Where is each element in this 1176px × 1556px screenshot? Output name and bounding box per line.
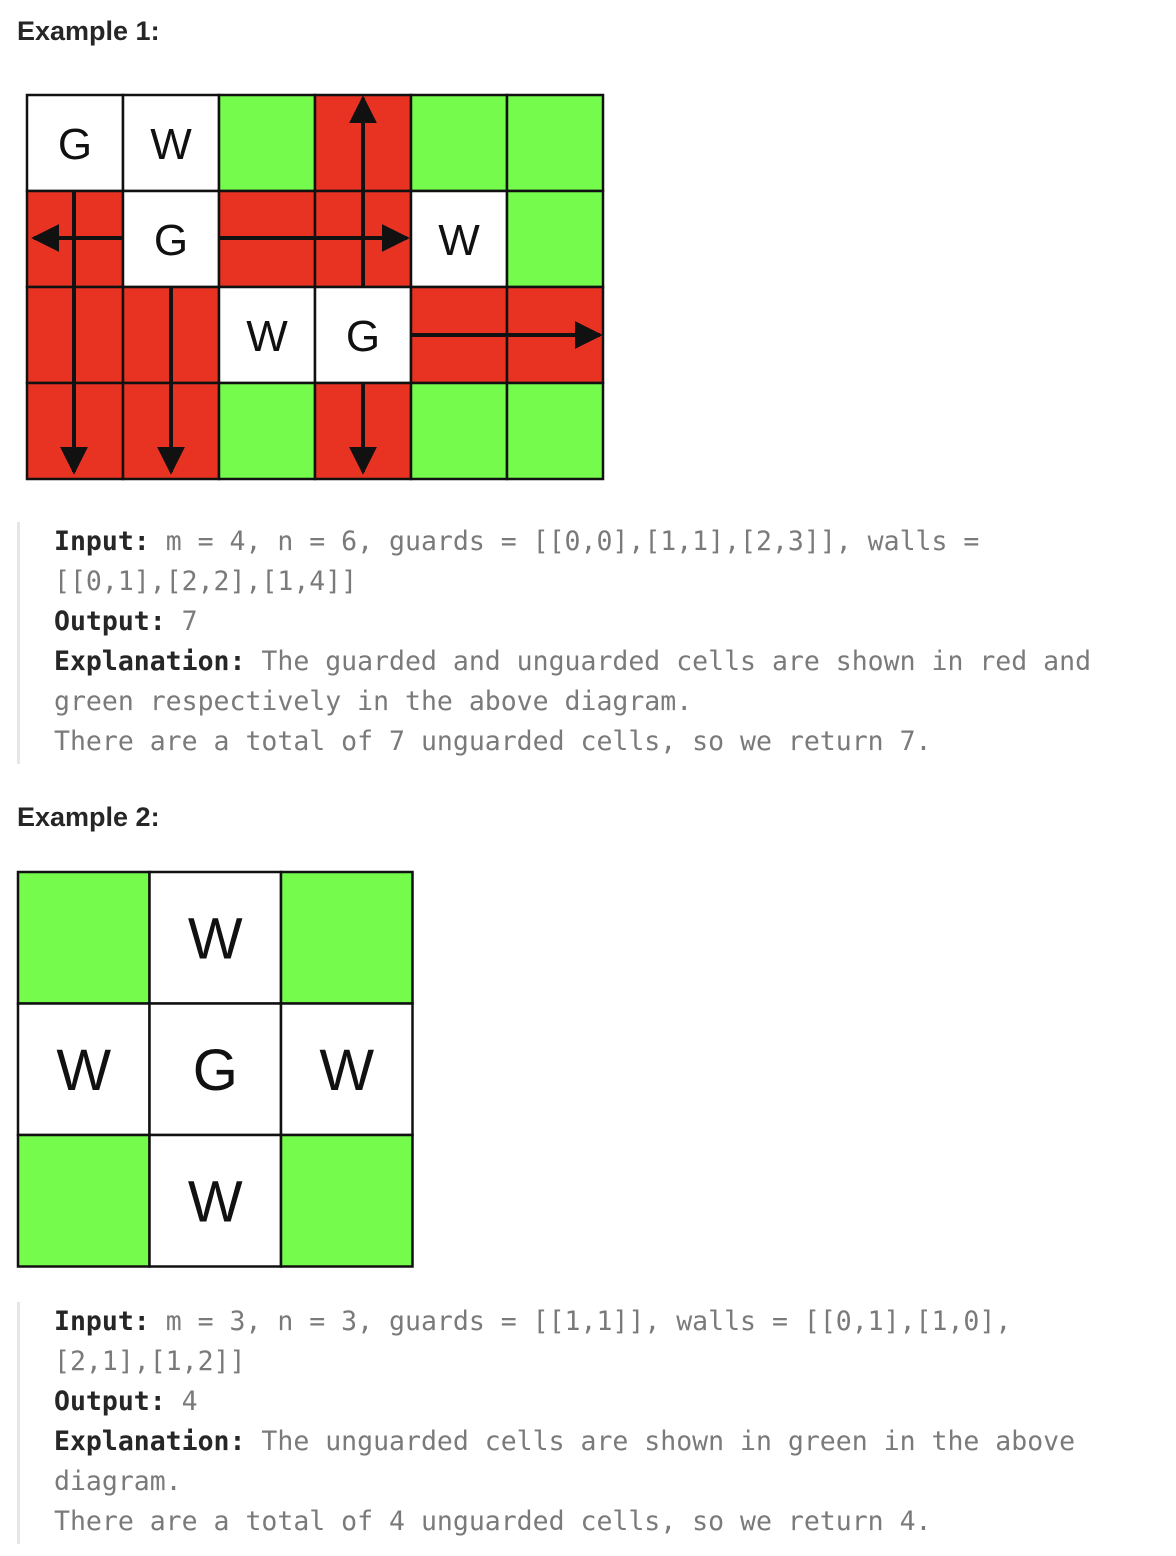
wall-label: W xyxy=(438,215,480,265)
guard-label: G xyxy=(57,119,93,169)
explanation-value: The guarded and unguarded cells are shown in red and xyxy=(245,646,1092,677)
output-label: Output: xyxy=(54,1386,166,1417)
explanation-line xyxy=(54,642,1167,682)
example-1-io-block xyxy=(17,522,1167,764)
input-label: Input: xyxy=(54,1306,150,1337)
output-value: 4 xyxy=(165,1386,198,1417)
output-line xyxy=(54,1382,1167,1422)
grid-cell-unguarded xyxy=(507,95,603,191)
example-2-io-block xyxy=(17,1302,1167,1544)
explanation-continued: green respectively in the above diagram. xyxy=(54,686,693,717)
input-value: m = 4, n = 6, guards = [[0,0],[1,1],[2,3]], walls = xyxy=(149,526,980,557)
wall-label: W xyxy=(56,1038,112,1104)
guard-label: G xyxy=(192,1038,238,1104)
output-value: 7 xyxy=(165,606,198,637)
grid-cell-unguarded xyxy=(18,872,150,1004)
grid-cell-unguarded xyxy=(411,383,507,479)
input-value-continued: [[0,1],[2,2],[1,4]] xyxy=(54,566,358,597)
guard-label: G xyxy=(345,311,381,361)
grid-cell-unguarded xyxy=(281,872,413,1004)
explanation-label: Explanation: xyxy=(54,646,246,677)
summary-line: There are a total of 7 unguarded cells, so we return 7. xyxy=(54,726,932,757)
output-line xyxy=(54,602,1167,642)
grid-cell-unguarded xyxy=(411,95,507,191)
wall-label: W xyxy=(187,906,243,972)
wall-label: W xyxy=(246,311,288,361)
input-line xyxy=(54,1302,1167,1342)
grid-cell-unguarded xyxy=(219,95,315,191)
wall-label: W xyxy=(187,1169,243,1235)
grid-cell-unguarded xyxy=(18,1135,150,1267)
guard-label: G xyxy=(153,215,189,265)
wall-label: W xyxy=(150,119,192,169)
summary-line: There are a total of 4 unguarded cells, so we return 4. xyxy=(54,1506,932,1537)
grid-cell-unguarded xyxy=(219,383,315,479)
example-1-heading: Example 1: xyxy=(17,16,160,46)
explanation-continued: diagram. xyxy=(54,1466,182,1497)
explanation-value: The unguarded cells are shown in green in the above xyxy=(245,1426,1076,1457)
example-2-heading: Example 2: xyxy=(17,802,160,832)
grid-cell-unguarded xyxy=(507,191,603,287)
explanation-label: Explanation: xyxy=(54,1426,246,1457)
input-value-continued: [2,1],[1,2]] xyxy=(54,1346,246,1377)
input-value: m = 3, n = 3, guards = [[1,1]], walls = [[0,1],[1,0], xyxy=(149,1306,1012,1337)
wall-label: W xyxy=(319,1038,375,1104)
example-2-grid-diagram xyxy=(16,870,416,1272)
example-1-grid-diagram xyxy=(24,92,609,484)
explanation-line xyxy=(54,1422,1167,1462)
input-label: Input: xyxy=(54,526,150,557)
input-line xyxy=(54,522,1167,562)
grid-cell-unguarded xyxy=(281,1135,413,1267)
grid-cell-unguarded xyxy=(507,383,603,479)
output-label: Output: xyxy=(54,606,166,637)
